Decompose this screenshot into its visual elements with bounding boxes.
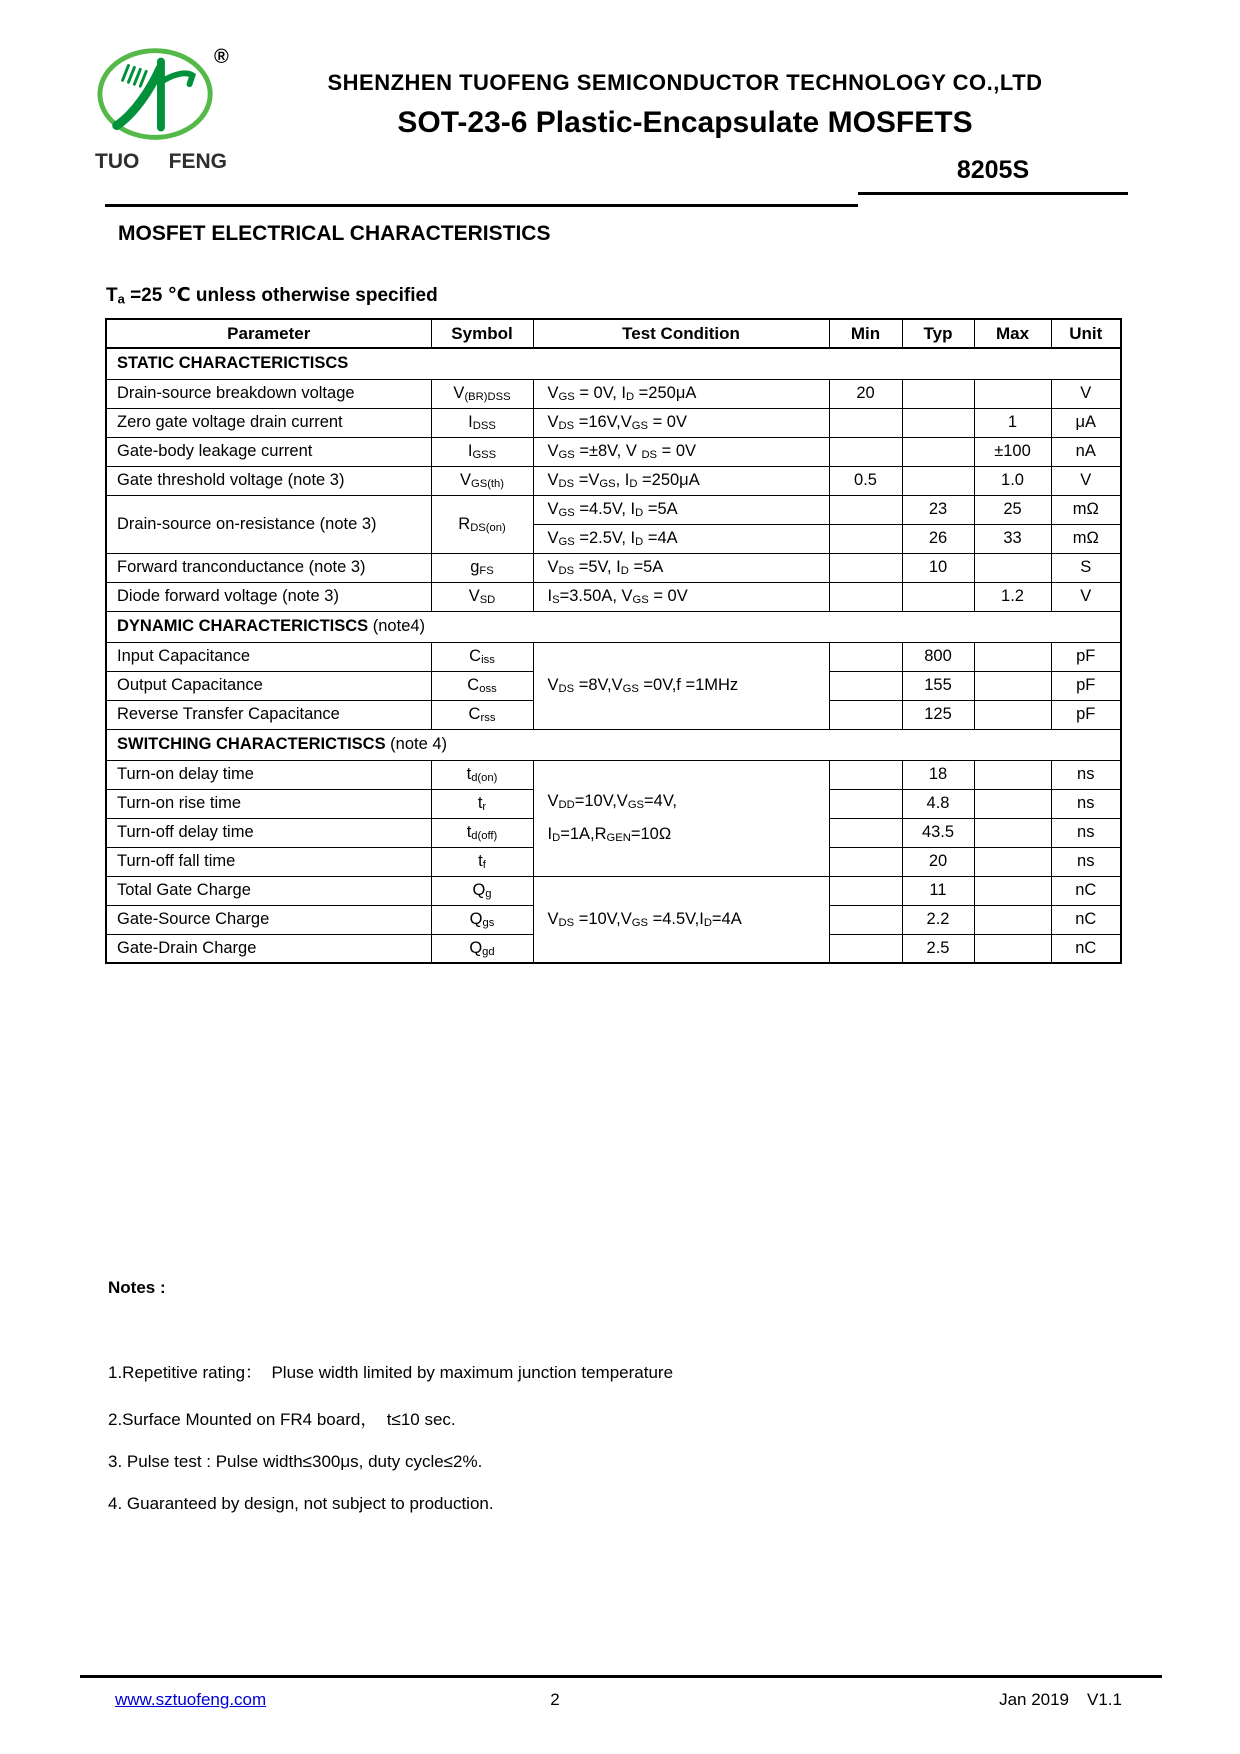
cell-symbol: $R_{DS(on)}$ (431, 495, 533, 553)
cell-typ: 2.5 (902, 934, 974, 963)
cell-param: Gate-body leakage current (106, 437, 431, 466)
cell-param: Forward tranconductance (note 3) (106, 553, 431, 582)
cell-symbol: $V_{SD}$ (431, 582, 533, 611)
logo-wordmark (95, 150, 227, 174)
cell-unit: nC (1051, 934, 1121, 963)
cell-max: 1.2 (974, 582, 1051, 611)
cell-param: Drain-source on-resistance (note 3) (106, 495, 431, 553)
cell-cond: $V_{DS} =5V$, $I_D =5A$ (533, 553, 829, 582)
cell-min (829, 524, 902, 553)
cell-param: Output Capacitance (106, 671, 431, 700)
note-item: 3. Pulse test : Pulse width≤300μs, duty cycle≤2%. (108, 1452, 483, 1471)
cell-max: 33 (974, 524, 1051, 553)
cell-param: Turn-on rise time (106, 789, 431, 818)
cell-min (829, 700, 902, 729)
column-header: Parameter (106, 319, 431, 348)
cell-param: Turn-on delay time (106, 760, 431, 789)
footer-version: V1.1 (1087, 1690, 1122, 1709)
cell-cond: $V_{DS} =8V,V_{GS} =0V,f =1MHz$ (533, 642, 829, 729)
cell-cond: $I_S=3.50A$, $V_{GS} = 0V$ (533, 582, 829, 611)
cell-symbol: $t_{d(off)}$ (431, 818, 533, 847)
table-row (106, 760, 1121, 789)
cell-cond: $V_{GS} = 0V$, $I_D =250\mu A$ (533, 379, 829, 408)
cell-symbol: $I_{GSS}$ (431, 437, 533, 466)
cell-unit: V (1051, 582, 1121, 611)
cell-unit: V (1051, 466, 1121, 495)
cell-min (829, 905, 902, 934)
cell-unit: V (1051, 379, 1121, 408)
cell-cond: $V_{DS} =16V,V_{GS} = 0V$ (533, 408, 829, 437)
cell-max (974, 934, 1051, 963)
cell-param: Turn-off delay time (106, 818, 431, 847)
section-label: DYNAMIC CHARACTERICTISCS (note4) (106, 611, 1121, 642)
cell-max (974, 700, 1051, 729)
cell-symbol: $Q_{gd}$ (431, 934, 533, 963)
cell-min (829, 818, 902, 847)
page-number: 2 (550, 1690, 560, 1709)
table-row (106, 876, 1121, 905)
cell-unit: μA (1051, 408, 1121, 437)
cell-min (829, 760, 902, 789)
section-row (106, 348, 1121, 379)
cell-param: Reverse Transfer Capacitance (106, 700, 431, 729)
cell-typ (902, 582, 974, 611)
note-item: 4. Guaranteed by design, not subject to production. (108, 1494, 494, 1513)
cell-unit: S (1051, 553, 1121, 582)
cell-unit: pF (1051, 642, 1121, 671)
cell-cond: $V_{DS} =V_{GS}$, $I_D =250\mu A$ (533, 466, 829, 495)
section-label: STATIC CHARACTERICTISCS (106, 348, 1121, 379)
cell-typ: 125 (902, 700, 974, 729)
document-title: SOT-23-6 Plastic-Encapsulate MOSFETS (397, 106, 973, 139)
cell-typ (902, 408, 974, 437)
cell-typ: 4.8 (902, 789, 974, 818)
cell-max (974, 671, 1051, 700)
cell-param: Total Gate Charge (106, 876, 431, 905)
cell-symbol: $C_{iss}$ (431, 642, 533, 671)
cell-max: 1.0 (974, 466, 1051, 495)
cell-symbol: $C_{rss}$ (431, 700, 533, 729)
cell-max: 1 (974, 408, 1051, 437)
note-item: 2.Surface Mounted on FR4 board， t≤10 sec. (108, 1410, 456, 1429)
logo-word-tuo: TUO (95, 150, 140, 173)
table-row (106, 437, 1121, 466)
footer-date-version (822, 1690, 1122, 1710)
cell-unit: ns (1051, 789, 1121, 818)
table-row (106, 495, 1121, 524)
table-row (106, 408, 1121, 437)
cell-param: Gate-Source Charge (106, 905, 431, 934)
cell-typ: 10 (902, 553, 974, 582)
cell-max (974, 905, 1051, 934)
cell-min (829, 553, 902, 582)
cell-symbol: $t_{d(on)}$ (431, 760, 533, 789)
cell-typ: 23 (902, 495, 974, 524)
cell-unit: pF (1051, 671, 1121, 700)
website-link[interactable]: www.sztuofeng.com (115, 1690, 267, 1709)
cell-min (829, 495, 902, 524)
cell-symbol: $t_f$ (431, 847, 533, 876)
cell-max (974, 760, 1051, 789)
cell-typ (902, 466, 974, 495)
column-header: Unit (1051, 319, 1121, 348)
cell-max (974, 553, 1051, 582)
cell-typ: 800 (902, 642, 974, 671)
logo-word-feng: FENG (168, 150, 227, 173)
cell-max (974, 789, 1051, 818)
cell-unit: mΩ (1051, 495, 1121, 524)
cell-max (974, 818, 1051, 847)
cell-param: Zero gate voltage drain current (106, 408, 431, 437)
cell-max: 25 (974, 495, 1051, 524)
cell-unit: nC (1051, 905, 1121, 934)
cell-param: Gate-Drain Charge (106, 934, 431, 963)
column-header: Min (829, 319, 902, 348)
section-row (106, 611, 1121, 642)
cell-typ (902, 437, 974, 466)
cell-min: 20 (829, 379, 902, 408)
cell-min (829, 789, 902, 818)
electrical-characteristics-table (105, 318, 1122, 964)
cell-symbol: $Q_{gs}$ (431, 905, 533, 934)
table-row (106, 553, 1121, 582)
cell-unit: mΩ (1051, 524, 1121, 553)
cell-cond: $V_{GS} =\pm 8V$, V $_{DS}$ = 0V (533, 437, 829, 466)
cell-symbol: $g_{FS}$ (431, 553, 533, 582)
cell-symbol: $V_{(BR)DSS}$ (431, 379, 533, 408)
column-header: Max (974, 319, 1051, 348)
cell-min (829, 437, 902, 466)
cell-min (829, 408, 902, 437)
cell-param: Drain-source breakdown voltage (106, 379, 431, 408)
cell-max (974, 379, 1051, 408)
cell-unit: nC (1051, 876, 1121, 905)
table-row (106, 642, 1121, 671)
cell-min (829, 934, 902, 963)
column-header: Symbol (431, 319, 533, 348)
cell-param: Turn-off fall time (106, 847, 431, 876)
cell-typ: 26 (902, 524, 974, 553)
cell-max (974, 847, 1051, 876)
cell-cond: $V_{DD}=10V,V_{GS}=4V$, $I_D=1A,R_{GEN}=10\Omega$ (533, 760, 829, 876)
table-row (106, 379, 1121, 408)
cell-typ: 20 (902, 847, 974, 876)
cell-max: ±100 (974, 437, 1051, 466)
cell-cond: $V_{DS} =10V,V_{GS} =4.5V,I_D=4A$ (533, 876, 829, 963)
cell-cond: $V_{GS} =2.5V$, $I_D =4A$ (533, 524, 829, 553)
test-condition-note: $T_a =25$ ℃ unless otherwise specified (106, 285, 438, 307)
table-row (106, 466, 1121, 495)
cell-typ: 2.2 (902, 905, 974, 934)
cell-unit: ns (1051, 847, 1121, 876)
cell-min (829, 876, 902, 905)
cell-param: Gate threshold voltage (note 3) (106, 466, 431, 495)
registered-trademark-icon: ® (214, 46, 229, 68)
cell-unit: nA (1051, 437, 1121, 466)
cell-cond: $V_{GS} =4.5V$, $I_D =5A$ (533, 495, 829, 524)
cell-symbol: $Q_g$ (431, 876, 533, 905)
column-header: Typ (902, 319, 974, 348)
footer-date: Jan 2019 (999, 1690, 1070, 1709)
cell-unit: pF (1051, 700, 1121, 729)
cell-max (974, 876, 1051, 905)
notes-block (108, 1238, 673, 1576)
page-title: MOSFET ELECTRICAL CHARACTERISTICS (118, 222, 551, 245)
cell-typ: 11 (902, 876, 974, 905)
cell-max (974, 642, 1051, 671)
cell-typ (902, 379, 974, 408)
cell-min (829, 642, 902, 671)
notes-title: Notes : (108, 1278, 166, 1297)
cell-unit: ns (1051, 818, 1121, 847)
company-name: SHENZHEN TUOFENG SEMICONDUCTOR TECHNOLOGY CO.,LTD (327, 70, 1043, 95)
cell-param: Diode forward voltage (note 3) (106, 582, 431, 611)
cell-typ: 18 (902, 760, 974, 789)
column-header: Test Condition (533, 319, 829, 348)
part-number: 8205S (858, 156, 1128, 195)
cell-min (829, 582, 902, 611)
cell-typ: 155 (902, 671, 974, 700)
table-header-row (106, 319, 1121, 348)
cell-min (829, 671, 902, 700)
cell-symbol: $C_{oss}$ (431, 671, 533, 700)
cell-min (829, 847, 902, 876)
footer-divider (80, 1675, 1162, 1678)
section-label: SWITCHING CHARACTERICTISCS (note 4) (106, 729, 1121, 760)
cell-symbol: $V_{GS(th)}$ (431, 466, 533, 495)
section-row (106, 729, 1121, 760)
tuofeng-logo-icon (95, 46, 223, 146)
header-divider (105, 204, 858, 207)
note-item: 1.Repetitive rating： Pluse width limited by maximum junction temperature (108, 1363, 674, 1382)
cell-unit: ns (1051, 760, 1121, 789)
cell-min: 0.5 (829, 466, 902, 495)
cell-param: Input Capacitance (106, 642, 431, 671)
table-row (106, 582, 1121, 611)
cell-symbol: $I_{DSS}$ (431, 408, 533, 437)
cell-typ: 43.5 (902, 818, 974, 847)
cell-symbol: $t_r$ (431, 789, 533, 818)
